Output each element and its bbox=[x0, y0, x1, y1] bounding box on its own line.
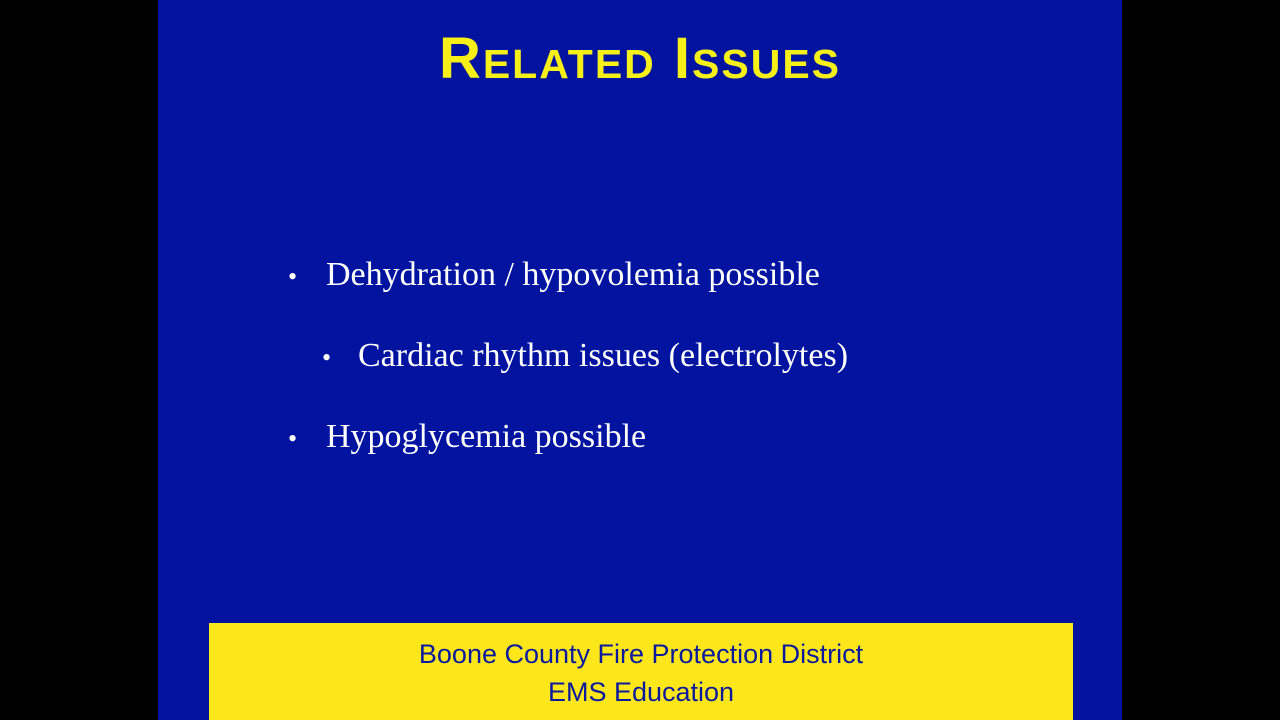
bullet-dot-icon: • bbox=[288, 424, 298, 453]
bullet-item bbox=[288, 417, 646, 459]
footer-banner bbox=[209, 623, 1073, 720]
footer-organization: Boone County Fire Protection District bbox=[418, 639, 864, 669]
footer-department: EMS Education bbox=[547, 677, 735, 707]
bullet-text: Cardiac rhythm issues (electrolytes) bbox=[358, 337, 849, 374]
bullet-text: Dehydration / hypovolemia possible bbox=[326, 256, 820, 293]
bullet-item bbox=[288, 255, 820, 297]
sub-bullet-item bbox=[322, 336, 848, 378]
slide bbox=[158, 0, 1122, 720]
slide-title: Related Issues bbox=[438, 26, 842, 91]
bullet-dot-icon: • bbox=[322, 343, 332, 372]
bullet-dot-icon: • bbox=[288, 262, 298, 291]
bullet-text: Hypoglycemia possible bbox=[326, 418, 647, 455]
